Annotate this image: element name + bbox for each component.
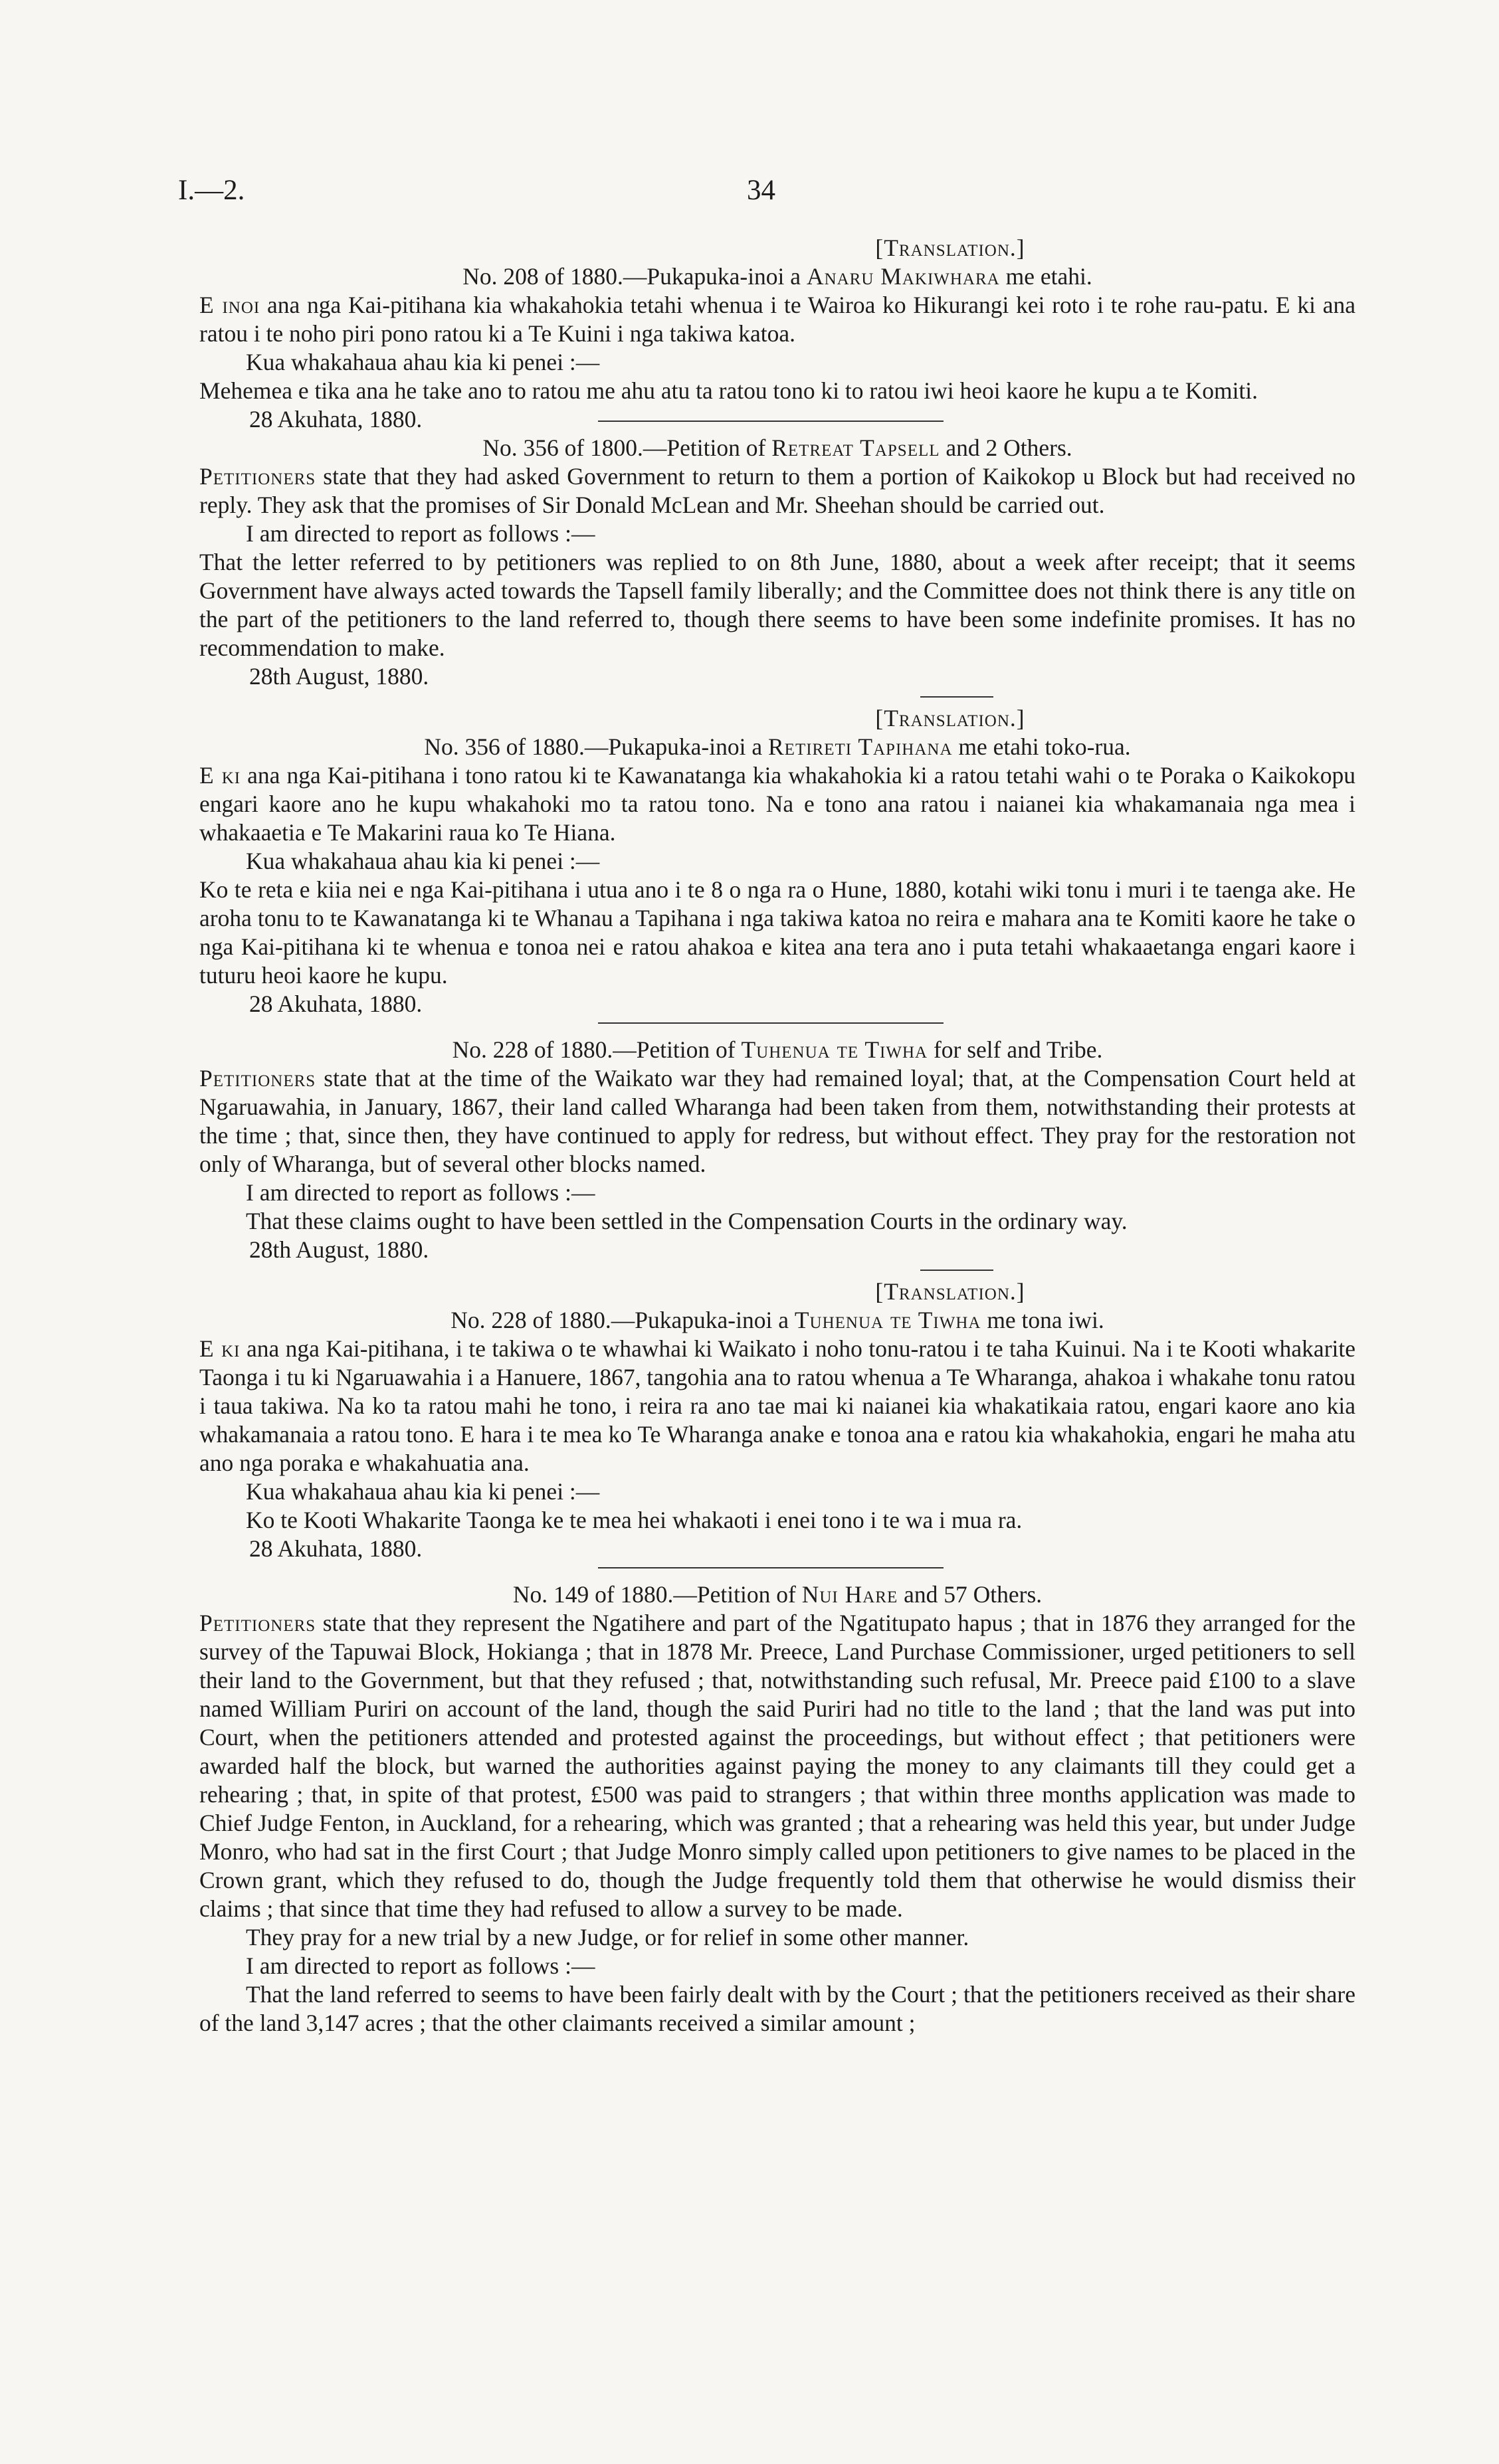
petition-section xyxy=(199,434,1355,698)
report-text: That the land referred to seems to have been fairly dealt with by the Court ; that the petitioners received as their share of the land 3,147 acres ; that the other claimants received a similar amount ; xyxy=(199,1981,1355,2036)
section-divider xyxy=(598,1022,944,1024)
report-text: That the letter referred to by petitioners was replied to on 8th June, 1880, about a week after receipt; that it seems Government have always acted towards the Tapsell family liberally; and the Committee does not think there is any title on the part of the petitioners to the land referred to, though there seems to have been some indefinite promises. It has no recommendation to make. xyxy=(199,549,1355,661)
petitioner-name: Retreat Tapsell xyxy=(771,434,940,461)
petition-prayer: They pray for a new trial by a new Judge, or for relief in some other manner. xyxy=(246,1924,969,1950)
petition-section xyxy=(199,1036,1355,1271)
petition-title: No. 149 of 1880.—Petition of Nui Hare and 57 Others. xyxy=(512,1581,1043,1608)
petition-body: Petitioners state that at the time of the Waikato war they had remained loyal; that, at the Compensation Court held at Ngaruawahia, in January, 1867, their land called Wharanga had been taken from them, notwithstanding their protests at the time ; that, since then, they have continued to apply for redress, but without effect. They pray for the restoration not only of Wharanga, but of several other blocks named. xyxy=(199,1065,1355,1177)
translation-label: [Translation.] xyxy=(875,1278,1025,1305)
report-intro: Kua whakahaua ahau kia ki penei :— xyxy=(246,1478,600,1505)
report-intro: Kua whakahaua ahau kia ki penei :— xyxy=(246,349,600,375)
report-date: 28 Akuhata, 1880. xyxy=(249,991,423,1017)
report-text: Ko te Kooti Whakarite Taonga ke te mea hei whakaoti i enei tono i te wa i mua ra. xyxy=(246,1507,1023,1533)
petition-section xyxy=(199,1278,1355,1568)
petition-section xyxy=(199,234,1356,432)
report-date: 28 Akuhata, 1880. xyxy=(249,1535,423,1562)
petition-title: No. 356 of 1800.—Petition of Retreat Tapsell and 2 Others. xyxy=(482,434,1072,461)
petition-title: No. 208 of 1880.—Pukapuka-inoi a Anaru Makiwhara me etahi. xyxy=(462,263,1092,290)
section-divider xyxy=(598,1567,944,1568)
page-number: 34 xyxy=(747,175,775,206)
translation-label: [Translation.] xyxy=(875,235,1025,261)
report-text: That these claims ought to have been settled in the Compensation Courts in the ordinary way. xyxy=(246,1208,1128,1234)
petition-body: E inoi ana nga Kai-pitihana kia whakahokia tetahi whenua i te Wairoa ko Hikurangi kei roto i te rohe rau-patu. E ki ana ratou i te noho piri pono ratou ki a Te Kuini i nga takiwa katoa. xyxy=(199,292,1356,347)
petition-section xyxy=(199,704,1355,1024)
report-text: Ko te reta e kiia nei e nga Kai-pitihana i utua ano i te 8 o nga ra o Hune, 1880, kotahi wiki tonu i muri i te taenga ake. He aroha tonu to te Kawanatanga ki te Whanau a Tapihana i nga takiwa katoa no reira e mahara ana te Komiti kaore he take o nga Kai-pitihana ki te whenua e tonoa nei e ratou ahakoa e kitea ana tera ano i puta tetahi whakaaetanga engari kaore i tuturu heoi kaore he kupu. xyxy=(199,876,1355,989)
document-reference: I.—2. xyxy=(178,175,245,206)
petitioner-name: Anaru Makiwhara xyxy=(806,263,1000,290)
report-date: 28 Akuhata, 1880. xyxy=(249,406,423,432)
report-text: Mehemea e tika ana he take ano to ratou me ahu atu ta ratou tono ki to ratou iwi heoi kaore he kupu a te Komiti. xyxy=(199,377,1258,404)
petitioner-name: Tuhenua te Tiwha xyxy=(794,1307,981,1333)
report-intro: Kua whakahaua ahau kia ki penei :— xyxy=(246,848,600,874)
petition-title: No. 356 of 1880.—Pukapuka-inoi a Retireti Tapihana me etahi toko-rua. xyxy=(424,733,1131,760)
petitioner-name: Tuhenua te Tiwha xyxy=(741,1036,928,1063)
document-body xyxy=(199,234,1355,2038)
section-divider xyxy=(920,696,993,698)
petition-title: No. 228 of 1880.—Petition of Tuhenua te Tiwha for self and Tribe. xyxy=(452,1036,1103,1063)
petitioner-name: Retireti Tapihana xyxy=(768,733,953,760)
report-date: 28th August, 1880. xyxy=(249,663,429,690)
petition-section xyxy=(199,1580,1355,2038)
report-intro: I am directed to report as follows :— xyxy=(246,1952,595,1979)
section-divider xyxy=(598,421,944,422)
report-date: 28th August, 1880. xyxy=(249,1236,429,1263)
report-intro: I am directed to report as follows :— xyxy=(246,520,595,547)
petition-title: No. 228 of 1880.—Pukapuka-inoi a Tuhenua te Tiwha me tona iwi. xyxy=(450,1307,1104,1333)
petition-body: Petitioners state that they represent the Ngatihere and part of the Ngatitupato hapus ; that in 1876 they arranged for the survey of the Tapuwai Block, Hokianga ; that in 1878 Mr. Preece, Land Purchase Commissioner, urged petitioners to sell their land to the Government, but that they refused ; that, notwithstanding such refusal, Mr. Preece paid £100 to a slave named William Puriri on account of the land, though the said Puriri had no title to the land ; that the land was put into Court, when the petitioners attended and protested against the proceedings, but without effect ; that petitioners were awarded half the block, but warned the authorities against paying the money to any claimants till they could get a rehearing ; that, in spite of that protest, £500 was paid to strangers ; that within three months application was made to Chief Judge Fenton, in Auckland, for a rehearing, which was granted ; that a rehearing was held this year, but under Judge Monro, who had sat in the first Court ; that Judge Monro simply called upon petitioners to give names to be placed in the Crown grant, which they refused to do, though the Judge frequently told them that otherwise he would dismiss their claims ; that since that time they had refused to allow a survey to be made. xyxy=(199,1610,1355,1922)
section-divider xyxy=(920,1270,993,1271)
report-intro: I am directed to report as follows :— xyxy=(246,1179,595,1206)
petition-body: Petitioners state that they had asked Government to return to them a portion of Kaikokop u Block but had received no reply. They ask that the promises of Sir Donald McLean and Mr. Sheehan should be carried out. xyxy=(199,463,1355,518)
translation-label: [Translation.] xyxy=(875,705,1025,731)
petition-body: E ki ana nga Kai-pitihana, i te takiwa o te whawhai ki Waikato i noho tonu-ratou i te taha Kuinui. Na i te Kooti whakarite Taonga i tu ki Ngaruawahia i a Hanuere, 1867, tangohia ana to ratou whenua a Te Wharanga, ahakoa i whakahe tonu ratou i taua takiwa. Na ko ta ratou mahi he tono, i reira ra ano tae mai ki naianei kia whakatikaia ratou, engari kaore ano kia whakamanaia a ratou tono. E hara i te mea ko Te Wharanga anake e tonoa ana e ratou kia whakahokia, engari he maha atu ano nga poraka e whakahuatia ana. xyxy=(199,1335,1355,1476)
petitioner-name: Nui Hare xyxy=(801,1581,898,1608)
petition-body: E ki ana nga Kai-pitihana i tono ratou ki te Kawanatanga kia whakahokia ki a ratou tetahi wahi o te Poraka o Kaikokopu engari kaore ano he kupu whakahoki mo ta ratou tono. Na e tono ana ratou i naianei kia whakamanaia nga mea i whakaaetia e Te Makarini raua ko Te Hiana. xyxy=(199,762,1355,846)
